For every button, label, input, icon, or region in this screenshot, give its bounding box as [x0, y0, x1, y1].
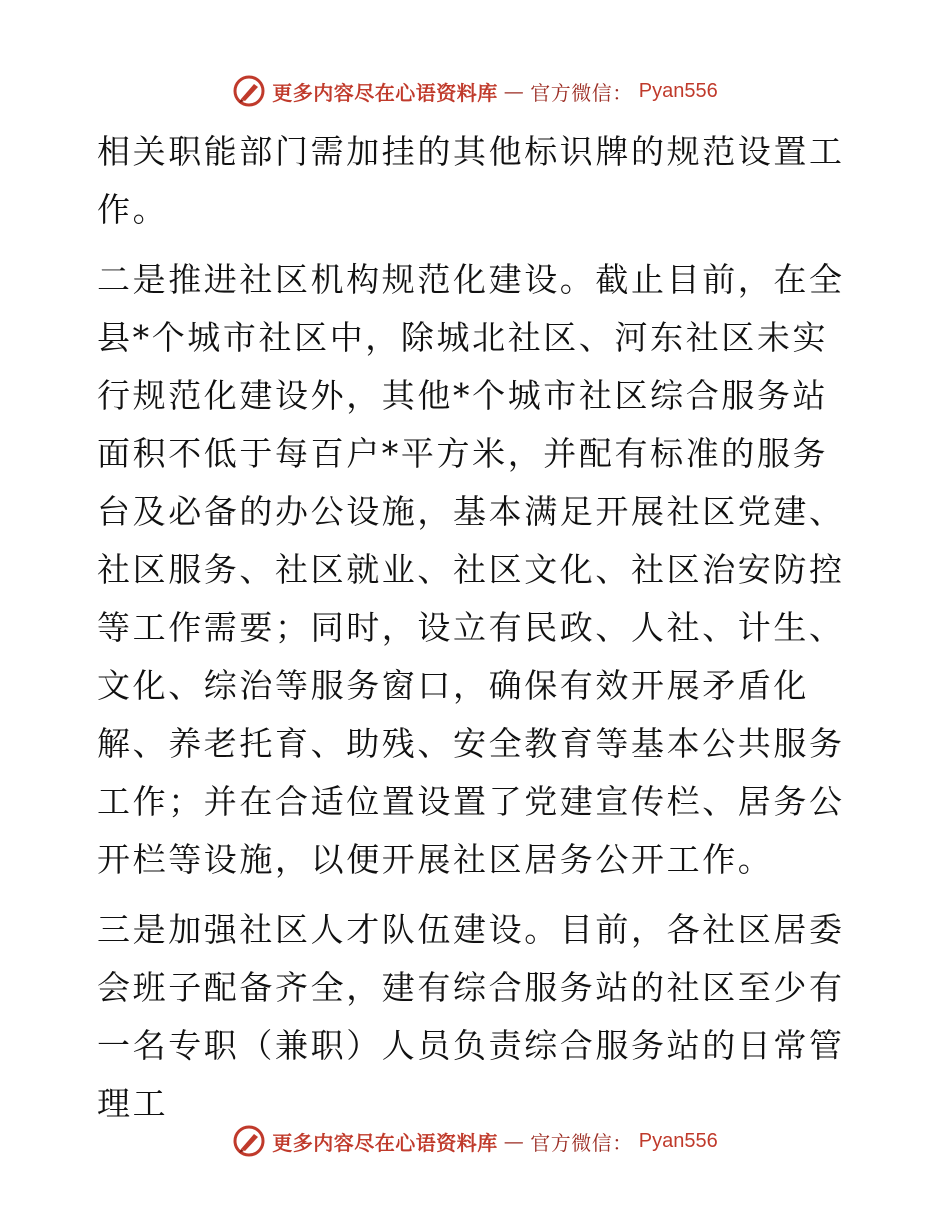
paragraph-3: 三是加强社区人才队伍建设。目前，各社区居委会班子配备齐全，建有综合服务站的社区至少有一名专职（兼职）人员负责综合服务站的日常管理工: [97, 910, 845, 1123]
watermark-id: Pyan556: [638, 1129, 718, 1152]
watermark-label: 官方微信：: [530, 80, 633, 105]
footer-watermark: [0, 1121, 950, 1161]
watermark-label: 官方微信：: [530, 1130, 633, 1155]
watermark-text: 更多内容尽在心语资料库: [272, 1130, 498, 1155]
watermark-text: 更多内容尽在心语资料库: [272, 80, 498, 105]
header-watermark: [0, 71, 950, 111]
watermark-dash: —: [503, 1129, 525, 1153]
document-body: [97, 123, 857, 1133]
pen-logo-icon: [232, 74, 266, 108]
watermark-id: Pyan556: [638, 79, 718, 102]
watermark-dash: —: [503, 79, 525, 103]
pen-logo-icon: [232, 1124, 266, 1158]
paragraph-2: 二是推进社区机构规范化建设。截止目前，在全县*个城市社区中，除城北社区、河东社区未实行规范化建设外，其他*个城市社区综合服务站面积不低于每百户*平方米，并配有标准的服务台及必备的办公设施，基本满足开展社区党建、社区服务、社区就业、社区文化、社区治安防控等工作需要；同时，设立有民政、人社、计生、文化、综治等服务窗口，确保有效开展矛盾化解、养老托育、助残、安全教育等基本公共服务工作；并在合适位置设置了党建宣传栏、居务公开栏等设施，以便开展社区居务公开工作。: [97, 260, 845, 879]
paragraph-1: 相关职能部门需加挂的其他标识牌的规范设置工作。: [97, 132, 845, 229]
